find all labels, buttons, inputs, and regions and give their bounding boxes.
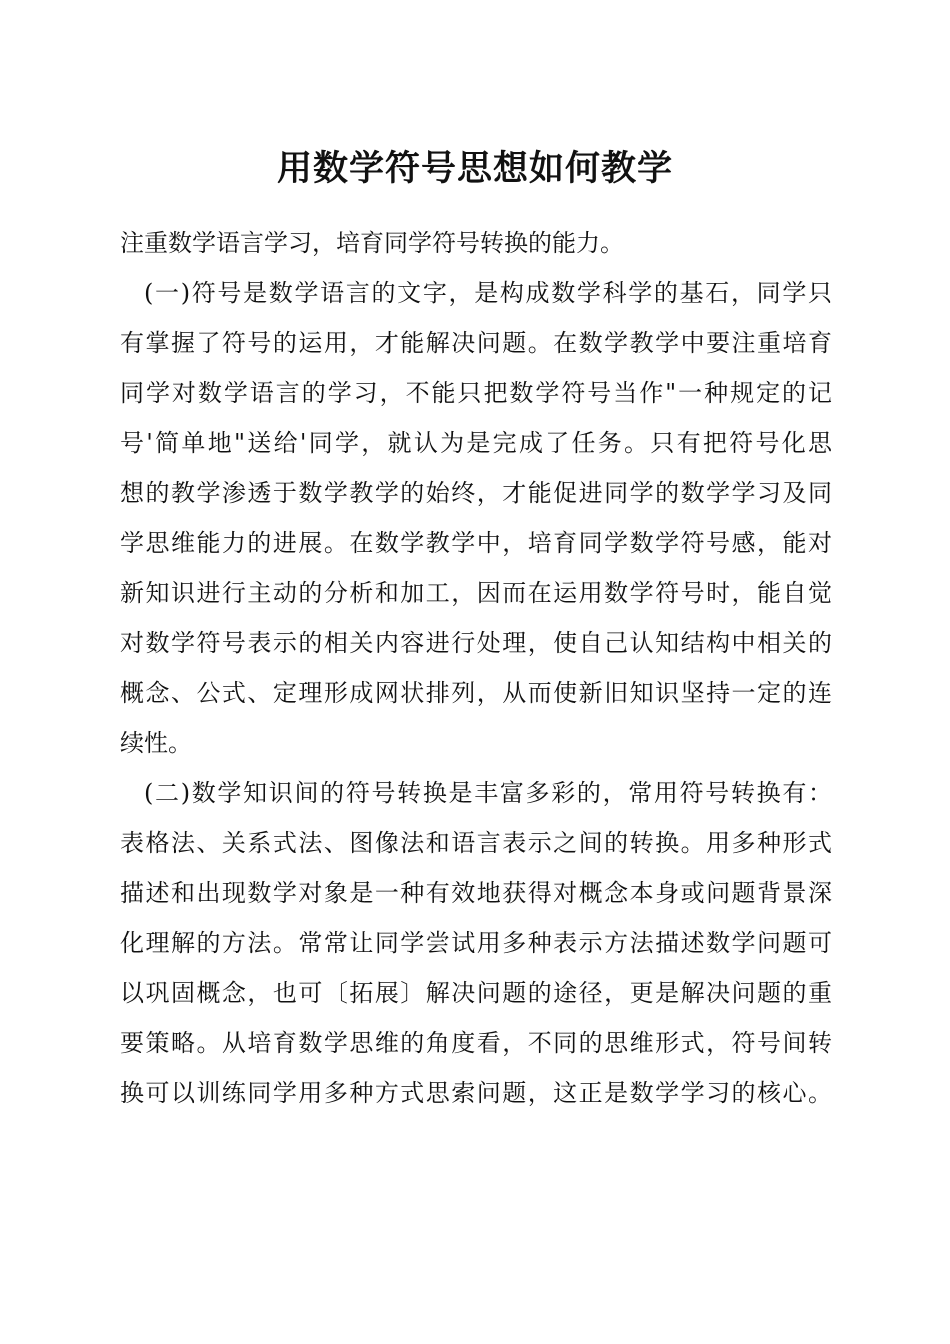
text-line: 想的教学渗透于数学教学的始终，才能促进同学的数学学习及同 (120, 479, 832, 507)
text-line: 续性。 (120, 729, 192, 757)
text-line: 对数学符号表示的相关内容进行处理，使自己认知结构中相关的 (120, 629, 832, 657)
text-line: 学思维能力的进展。在数学教学中，培育同学数学符号感，能对 (120, 529, 832, 557)
text-line: 描述和出现数学对象是一种有效地获得对概念本身或问题背景深 (120, 879, 832, 907)
text-line: 注重数学语言学习，培育同学符号转换的能力。 (120, 229, 624, 257)
text-line: 以巩固概念，也可〔拓展〕解决问题的途径，更是解决问题的重 (120, 979, 832, 1007)
text-line: 概念、公式、定理形成网状排列，从而使新旧知识坚持一定的连 (120, 679, 832, 707)
text-line: 化理解的方法。常常让同学尝试用多种表示方法描述数学问题可 (120, 929, 832, 957)
document-body (120, 218, 832, 1118)
text-line: (二)数学知识间的符号转换是丰富多彩的，常用符号转换有： (144, 779, 832, 807)
document-title: 用数学符号思想如何教学 (276, 148, 673, 189)
text-line: 号'简单地"送给'同学，就认为是完成了任务。只有把符号化思 (120, 429, 832, 457)
text-line: 新知识进行主动的分析和加工，因而在运用数学符号时，能自觉 (120, 579, 832, 607)
text-line: (一)符号是数学语言的文字，是构成数学科学的基石，同学只 (144, 279, 832, 307)
text-line: 换可以训练同学用多种方式思索问题，这正是数学学习的核心。 (120, 1079, 832, 1107)
text-line: 要策略。从培育数学思维的角度看，不同的思维形式，符号间转 (120, 1029, 832, 1057)
text-line: 有掌握了符号的运用，才能解决问题。在数学教学中要注重培育 (120, 329, 832, 357)
text-line: 表格法、关系式法、图像法和语言表示之间的转换。用多种形式 (120, 829, 832, 857)
text-line: 同学对数学语言的学习，不能只把数学符号当作"一种规定的记 (120, 379, 832, 407)
